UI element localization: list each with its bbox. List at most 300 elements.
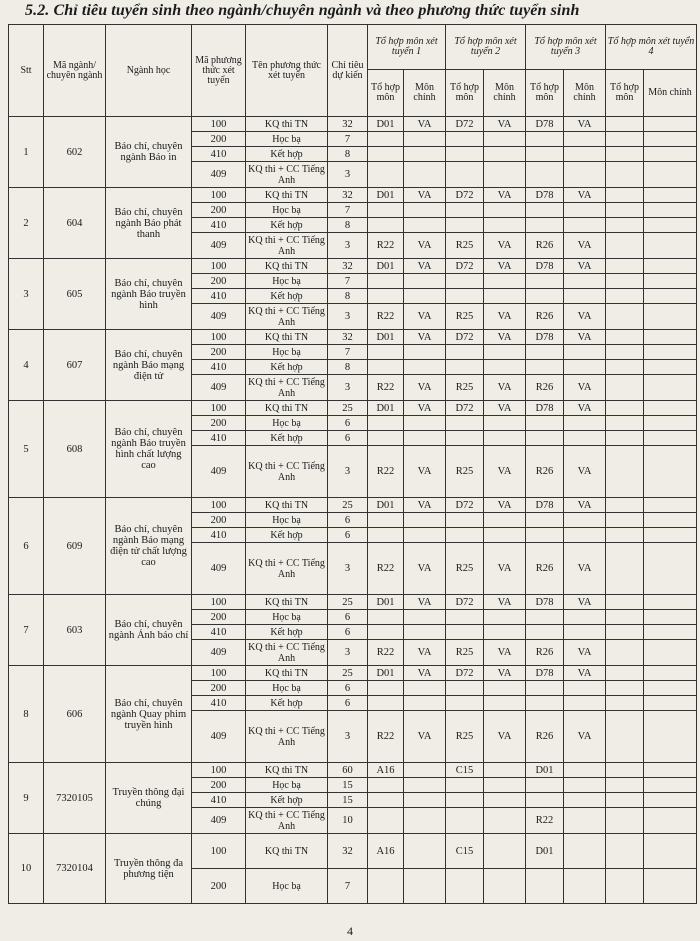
cell-mon-chinh-3: VA [564, 117, 606, 132]
cell-to-hop-1 [368, 793, 404, 808]
header-ma-nganh: Mã ngành/ chuyên ngành [44, 25, 106, 117]
cell-to-hop-4 [606, 117, 644, 132]
row-ma-nganh: 605 [44, 259, 106, 330]
cell-to-hop-4 [606, 360, 644, 375]
cell-mon-chinh-1 [404, 793, 446, 808]
cell-mon-chinh-3: VA [564, 640, 606, 666]
cell-mon-chinh-4 [644, 625, 697, 640]
header-ma-phuong-thuc: Mã phương thức xét tuyển [192, 25, 246, 117]
cell-ten-phuong-thuc: KQ thi + CC Tiếng Anh [246, 808, 328, 834]
cell-to-hop-2 [446, 610, 484, 625]
cell-to-hop-1: R22 [368, 304, 404, 330]
cell-mon-chinh-2 [484, 625, 526, 640]
header-mon-chinh: Môn chính [644, 70, 697, 117]
cell-ma-phuong-thuc: 100 [192, 763, 246, 778]
cell-mon-chinh-3: VA [564, 595, 606, 610]
cell-chi-tieu: 25 [328, 595, 368, 610]
cell-mon-chinh-4 [644, 132, 697, 147]
header-mon-chinh: Môn chính [404, 70, 446, 117]
table-row [9, 666, 697, 681]
cell-chi-tieu: 3 [328, 711, 368, 763]
cell-to-hop-3: D01 [526, 834, 564, 869]
cell-to-hop-1 [368, 528, 404, 543]
cell-mon-chinh-3: VA [564, 259, 606, 274]
cell-ten-phuong-thuc: Học bạ [246, 778, 328, 793]
cell-mon-chinh-4 [644, 543, 697, 595]
cell-ma-phuong-thuc: 409 [192, 233, 246, 259]
cell-mon-chinh-1 [404, 625, 446, 640]
cell-chi-tieu: 3 [328, 233, 368, 259]
cell-to-hop-3 [526, 274, 564, 289]
cell-to-hop-2: D72 [446, 259, 484, 274]
cell-mon-chinh-4 [644, 274, 697, 289]
cell-ten-phuong-thuc: KQ thi + CC Tiếng Anh [246, 711, 328, 763]
cell-to-hop-3: R26 [526, 304, 564, 330]
cell-ten-phuong-thuc: Kết hợp [246, 147, 328, 162]
cell-mon-chinh-3: VA [564, 233, 606, 259]
cell-to-hop-1 [368, 696, 404, 711]
cell-to-hop-2 [446, 869, 484, 904]
cell-to-hop-1: D01 [368, 498, 404, 513]
cell-ma-phuong-thuc: 409 [192, 711, 246, 763]
row-nganh-hoc: Báo chí, chuyên ngành Ảnh báo chí [106, 595, 192, 666]
row-stt: 5 [9, 401, 44, 498]
cell-to-hop-4 [606, 808, 644, 834]
cell-to-hop-3: R26 [526, 543, 564, 595]
cell-mon-chinh-1: VA [404, 259, 446, 274]
cell-ten-phuong-thuc: Học bạ [246, 132, 328, 147]
cell-ten-phuong-thuc: KQ thi + CC Tiếng Anh [246, 543, 328, 595]
header-nganh-hoc: Ngành học [106, 25, 192, 117]
cell-to-hop-3 [526, 869, 564, 904]
cell-ma-phuong-thuc: 200 [192, 778, 246, 793]
cell-mon-chinh-4 [644, 793, 697, 808]
cell-ten-phuong-thuc: KQ thi + CC Tiếng Anh [246, 304, 328, 330]
cell-to-hop-1: D01 [368, 259, 404, 274]
cell-to-hop-1 [368, 778, 404, 793]
cell-mon-chinh-4 [644, 778, 697, 793]
cell-to-hop-2: R25 [446, 304, 484, 330]
cell-to-hop-3 [526, 793, 564, 808]
cell-mon-chinh-4 [644, 834, 697, 869]
cell-mon-chinh-2 [484, 289, 526, 304]
cell-to-hop-3: R26 [526, 375, 564, 401]
cell-mon-chinh-2 [484, 778, 526, 793]
cell-ma-phuong-thuc: 100 [192, 666, 246, 681]
cell-mon-chinh-1 [404, 345, 446, 360]
cell-to-hop-3: D78 [526, 498, 564, 513]
table-row [9, 401, 697, 416]
header-to-hop-3: Tổ hợp môn xét tuyển 3 [526, 25, 606, 70]
cell-chi-tieu: 15 [328, 793, 368, 808]
cell-ma-phuong-thuc: 100 [192, 330, 246, 345]
cell-mon-chinh-1 [404, 808, 446, 834]
cell-to-hop-3 [526, 696, 564, 711]
row-ma-nganh: 603 [44, 595, 106, 666]
cell-to-hop-1: D01 [368, 330, 404, 345]
cell-mon-chinh-1: VA [404, 711, 446, 763]
cell-mon-chinh-1 [404, 513, 446, 528]
cell-mon-chinh-4 [644, 528, 697, 543]
cell-to-hop-3: D78 [526, 259, 564, 274]
cell-to-hop-2 [446, 431, 484, 446]
cell-to-hop-3 [526, 132, 564, 147]
cell-chi-tieu: 8 [328, 289, 368, 304]
cell-mon-chinh-4 [644, 696, 697, 711]
cell-ten-phuong-thuc: Học bạ [246, 681, 328, 696]
cell-to-hop-3: R26 [526, 711, 564, 763]
cell-mon-chinh-2 [484, 416, 526, 431]
cell-to-hop-3 [526, 681, 564, 696]
cell-to-hop-3 [526, 203, 564, 218]
header-to-hop-4: Tổ hợp môn xét tuyển 4 [606, 25, 697, 70]
cell-mon-chinh-3 [564, 778, 606, 793]
cell-ten-phuong-thuc: Học bạ [246, 345, 328, 360]
cell-mon-chinh-3 [564, 360, 606, 375]
cell-to-hop-2 [446, 274, 484, 289]
cell-to-hop-4 [606, 498, 644, 513]
cell-ten-phuong-thuc: Kết hợp [246, 360, 328, 375]
cell-mon-chinh-2 [484, 610, 526, 625]
cell-ten-phuong-thuc: KQ thi TN [246, 834, 328, 869]
cell-mon-chinh-2: VA [484, 711, 526, 763]
cell-mon-chinh-2 [484, 218, 526, 233]
cell-mon-chinh-3: VA [564, 446, 606, 498]
cell-ma-phuong-thuc: 410 [192, 218, 246, 233]
row-nganh-hoc: Báo chí, chuyên ngành Báo truyền hình chất lượng cao [106, 401, 192, 498]
cell-to-hop-3 [526, 431, 564, 446]
cell-ten-phuong-thuc: KQ thi + CC Tiếng Anh [246, 446, 328, 498]
cell-mon-chinh-3 [564, 513, 606, 528]
cell-mon-chinh-2: VA [484, 666, 526, 681]
cell-mon-chinh-1: VA [404, 188, 446, 203]
cell-mon-chinh-4 [644, 681, 697, 696]
row-stt: 6 [9, 498, 44, 595]
header-stt: Stt [9, 25, 44, 117]
header-mon-chinh: Môn chính [564, 70, 606, 117]
row-ma-nganh: 604 [44, 188, 106, 259]
cell-mon-chinh-2 [484, 203, 526, 218]
cell-to-hop-1: D01 [368, 401, 404, 416]
row-nganh-hoc: Báo chí, chuyên ngành Báo mạng điện tử chất lượng cao [106, 498, 192, 595]
cell-to-hop-1 [368, 610, 404, 625]
cell-mon-chinh-3 [564, 528, 606, 543]
cell-ten-phuong-thuc: Học bạ [246, 203, 328, 218]
header-to-hop-mon: Tổ hợp môn [606, 70, 644, 117]
cell-mon-chinh-3 [564, 416, 606, 431]
cell-ma-phuong-thuc: 100 [192, 834, 246, 869]
cell-to-hop-1 [368, 132, 404, 147]
cell-ten-phuong-thuc: Kết hợp [246, 218, 328, 233]
cell-mon-chinh-2 [484, 869, 526, 904]
cell-ma-phuong-thuc: 409 [192, 304, 246, 330]
cell-ma-phuong-thuc: 410 [192, 793, 246, 808]
cell-ma-phuong-thuc: 200 [192, 869, 246, 904]
table-row [9, 188, 697, 203]
cell-to-hop-4 [606, 869, 644, 904]
row-stt: 4 [9, 330, 44, 401]
cell-to-hop-2 [446, 778, 484, 793]
cell-mon-chinh-2: VA [484, 446, 526, 498]
cell-chi-tieu: 15 [328, 778, 368, 793]
cell-mon-chinh-2: VA [484, 330, 526, 345]
cell-to-hop-1 [368, 162, 404, 188]
cell-chi-tieu: 6 [328, 696, 368, 711]
cell-to-hop-3: D01 [526, 763, 564, 778]
cell-ma-phuong-thuc: 410 [192, 360, 246, 375]
row-ma-nganh: 7320105 [44, 763, 106, 834]
cell-to-hop-4 [606, 711, 644, 763]
cell-to-hop-4 [606, 218, 644, 233]
cell-to-hop-1: R22 [368, 543, 404, 595]
cell-to-hop-2: C15 [446, 763, 484, 778]
cell-chi-tieu: 7 [328, 203, 368, 218]
cell-to-hop-4 [606, 778, 644, 793]
cell-ma-phuong-thuc: 200 [192, 681, 246, 696]
cell-to-hop-4 [606, 681, 644, 696]
cell-mon-chinh-4 [644, 498, 697, 513]
cell-mon-chinh-1 [404, 132, 446, 147]
cell-to-hop-3 [526, 147, 564, 162]
row-nganh-hoc: Báo chí, chuyên ngành Báo phát thanh [106, 188, 192, 259]
cell-mon-chinh-2: VA [484, 233, 526, 259]
cell-chi-tieu: 25 [328, 401, 368, 416]
header-to-hop-2: Tổ hợp môn xét tuyển 2 [446, 25, 526, 70]
cell-mon-chinh-1: VA [404, 640, 446, 666]
row-nganh-hoc: Báo chí, chuyên ngành Báo truyền hình [106, 259, 192, 330]
cell-to-hop-4 [606, 147, 644, 162]
cell-mon-chinh-2 [484, 834, 526, 869]
cell-to-hop-1: R22 [368, 640, 404, 666]
cell-to-hop-2: D72 [446, 595, 484, 610]
cell-mon-chinh-1 [404, 274, 446, 289]
cell-ten-phuong-thuc: KQ thi + CC Tiếng Anh [246, 375, 328, 401]
cell-mon-chinh-2 [484, 793, 526, 808]
cell-to-hop-3: D78 [526, 330, 564, 345]
cell-mon-chinh-2 [484, 345, 526, 360]
cell-to-hop-2 [446, 681, 484, 696]
cell-to-hop-4 [606, 446, 644, 498]
cell-to-hop-2 [446, 625, 484, 640]
cell-ten-phuong-thuc: KQ thi + CC Tiếng Anh [246, 640, 328, 666]
cell-ma-phuong-thuc: 410 [192, 289, 246, 304]
table-row [9, 117, 697, 132]
cell-to-hop-3 [526, 218, 564, 233]
cell-ma-phuong-thuc: 410 [192, 147, 246, 162]
cell-mon-chinh-1: VA [404, 304, 446, 330]
cell-mon-chinh-3 [564, 793, 606, 808]
row-nganh-hoc: Báo chí, chuyên ngành Quay phim truyền hình [106, 666, 192, 763]
cell-mon-chinh-3 [564, 132, 606, 147]
header-ten-phuong-thuc: Tên phương thức xét tuyển [246, 25, 328, 117]
cell-to-hop-4 [606, 625, 644, 640]
cell-mon-chinh-2: VA [484, 595, 526, 610]
cell-mon-chinh-4 [644, 640, 697, 666]
cell-to-hop-1: D01 [368, 188, 404, 203]
cell-ten-phuong-thuc: Kết hợp [246, 625, 328, 640]
cell-to-hop-1 [368, 147, 404, 162]
cell-to-hop-4 [606, 304, 644, 330]
cell-to-hop-3 [526, 625, 564, 640]
cell-chi-tieu: 6 [328, 610, 368, 625]
cell-to-hop-3: D78 [526, 188, 564, 203]
cell-mon-chinh-4 [644, 304, 697, 330]
cell-chi-tieu: 3 [328, 446, 368, 498]
cell-mon-chinh-2: VA [484, 117, 526, 132]
cell-to-hop-2: R25 [446, 543, 484, 595]
cell-to-hop-4 [606, 763, 644, 778]
cell-mon-chinh-4 [644, 610, 697, 625]
cell-to-hop-3 [526, 162, 564, 188]
cell-mon-chinh-2 [484, 132, 526, 147]
cell-to-hop-4 [606, 513, 644, 528]
cell-to-hop-4 [606, 666, 644, 681]
cell-ma-phuong-thuc: 410 [192, 528, 246, 543]
cell-mon-chinh-3: VA [564, 401, 606, 416]
cell-ten-phuong-thuc: Kết hợp [246, 289, 328, 304]
cell-to-hop-4 [606, 416, 644, 431]
cell-ten-phuong-thuc: KQ thi TN [246, 117, 328, 132]
cell-to-hop-4 [606, 793, 644, 808]
cell-mon-chinh-1 [404, 218, 446, 233]
cell-to-hop-3 [526, 610, 564, 625]
cell-mon-chinh-1: VA [404, 666, 446, 681]
cell-mon-chinh-4 [644, 117, 697, 132]
cell-chi-tieu: 3 [328, 543, 368, 595]
cell-mon-chinh-2 [484, 162, 526, 188]
row-ma-nganh: 608 [44, 401, 106, 498]
cell-ten-phuong-thuc: Kết hợp [246, 431, 328, 446]
cell-ten-phuong-thuc: KQ thi TN [246, 401, 328, 416]
cell-mon-chinh-1: VA [404, 446, 446, 498]
cell-to-hop-2 [446, 132, 484, 147]
cell-chi-tieu: 6 [328, 625, 368, 640]
cell-to-hop-3: R26 [526, 446, 564, 498]
cell-mon-chinh-2 [484, 360, 526, 375]
cell-mon-chinh-4 [644, 259, 697, 274]
cell-mon-chinh-1: VA [404, 498, 446, 513]
cell-chi-tieu: 3 [328, 304, 368, 330]
cell-ma-phuong-thuc: 200 [192, 513, 246, 528]
cell-ma-phuong-thuc: 100 [192, 401, 246, 416]
cell-ten-phuong-thuc: KQ thi TN [246, 498, 328, 513]
cell-to-hop-4 [606, 289, 644, 304]
cell-to-hop-2 [446, 808, 484, 834]
cell-mon-chinh-4 [644, 360, 697, 375]
cell-chi-tieu: 32 [328, 330, 368, 345]
cell-to-hop-4 [606, 162, 644, 188]
cell-to-hop-1: R22 [368, 711, 404, 763]
row-ma-nganh: 609 [44, 498, 106, 595]
cell-mon-chinh-1: VA [404, 375, 446, 401]
cell-to-hop-2 [446, 793, 484, 808]
table-row [9, 595, 697, 610]
cell-to-hop-3: R26 [526, 233, 564, 259]
header-to-hop-mon: Tổ hợp môn [446, 70, 484, 117]
cell-ma-phuong-thuc: 200 [192, 416, 246, 431]
cell-mon-chinh-2 [484, 763, 526, 778]
cell-to-hop-1 [368, 625, 404, 640]
cell-to-hop-1: R22 [368, 233, 404, 259]
cell-to-hop-4 [606, 834, 644, 869]
cell-to-hop-2 [446, 147, 484, 162]
cell-mon-chinh-1: VA [404, 401, 446, 416]
row-stt: 10 [9, 834, 44, 904]
cell-ten-phuong-thuc: KQ thi TN [246, 259, 328, 274]
cell-to-hop-4 [606, 528, 644, 543]
cell-mon-chinh-2: VA [484, 188, 526, 203]
cell-to-hop-4 [606, 696, 644, 711]
cell-to-hop-2 [446, 218, 484, 233]
table-row [9, 763, 697, 778]
cell-mon-chinh-3: VA [564, 498, 606, 513]
cell-chi-tieu: 3 [328, 162, 368, 188]
cell-ma-phuong-thuc: 409 [192, 640, 246, 666]
cell-mon-chinh-3: VA [564, 666, 606, 681]
cell-to-hop-2: R25 [446, 233, 484, 259]
cell-mon-chinh-2 [484, 274, 526, 289]
cell-mon-chinh-1 [404, 681, 446, 696]
cell-to-hop-2: D72 [446, 666, 484, 681]
cell-to-hop-3: D78 [526, 117, 564, 132]
cell-to-hop-4 [606, 595, 644, 610]
cell-ma-phuong-thuc: 409 [192, 808, 246, 834]
cell-ten-phuong-thuc: Học bạ [246, 869, 328, 904]
cell-mon-chinh-1: VA [404, 543, 446, 595]
cell-to-hop-2 [446, 203, 484, 218]
cell-to-hop-2: R25 [446, 446, 484, 498]
cell-mon-chinh-3 [564, 869, 606, 904]
cell-to-hop-2 [446, 528, 484, 543]
cell-ma-phuong-thuc: 200 [192, 345, 246, 360]
cell-chi-tieu: 32 [328, 259, 368, 274]
cell-mon-chinh-4 [644, 666, 697, 681]
cell-mon-chinh-2: VA [484, 498, 526, 513]
cell-ten-phuong-thuc: KQ thi TN [246, 330, 328, 345]
table-row [9, 498, 697, 513]
page-number: 4 [347, 924, 353, 938]
cell-mon-chinh-2 [484, 528, 526, 543]
table-row [9, 330, 697, 345]
cell-ma-phuong-thuc: 200 [192, 610, 246, 625]
cell-to-hop-1 [368, 869, 404, 904]
cell-to-hop-1 [368, 513, 404, 528]
cell-chi-tieu: 6 [328, 681, 368, 696]
cell-ma-phuong-thuc: 410 [192, 625, 246, 640]
cell-mon-chinh-3 [564, 610, 606, 625]
cell-mon-chinh-4 [644, 162, 697, 188]
cell-mon-chinh-2 [484, 147, 526, 162]
cell-chi-tieu: 7 [328, 869, 368, 904]
cell-to-hop-1 [368, 681, 404, 696]
cell-to-hop-4 [606, 188, 644, 203]
cell-chi-tieu: 3 [328, 640, 368, 666]
cell-to-hop-2: D72 [446, 401, 484, 416]
cell-ten-phuong-thuc: KQ thi TN [246, 595, 328, 610]
cell-to-hop-1: D01 [368, 666, 404, 681]
cell-to-hop-4 [606, 203, 644, 218]
cell-to-hop-2: D72 [446, 498, 484, 513]
cell-to-hop-4 [606, 233, 644, 259]
cell-mon-chinh-4 [644, 401, 697, 416]
cell-mon-chinh-1: VA [404, 117, 446, 132]
cell-mon-chinh-4 [644, 345, 697, 360]
cell-mon-chinh-3 [564, 834, 606, 869]
cell-ten-phuong-thuc: KQ thi TN [246, 763, 328, 778]
cell-chi-tieu: 7 [328, 345, 368, 360]
cell-chi-tieu: 32 [328, 834, 368, 869]
header-chi-tieu: Chỉ tiêu dự kiến [328, 25, 368, 117]
